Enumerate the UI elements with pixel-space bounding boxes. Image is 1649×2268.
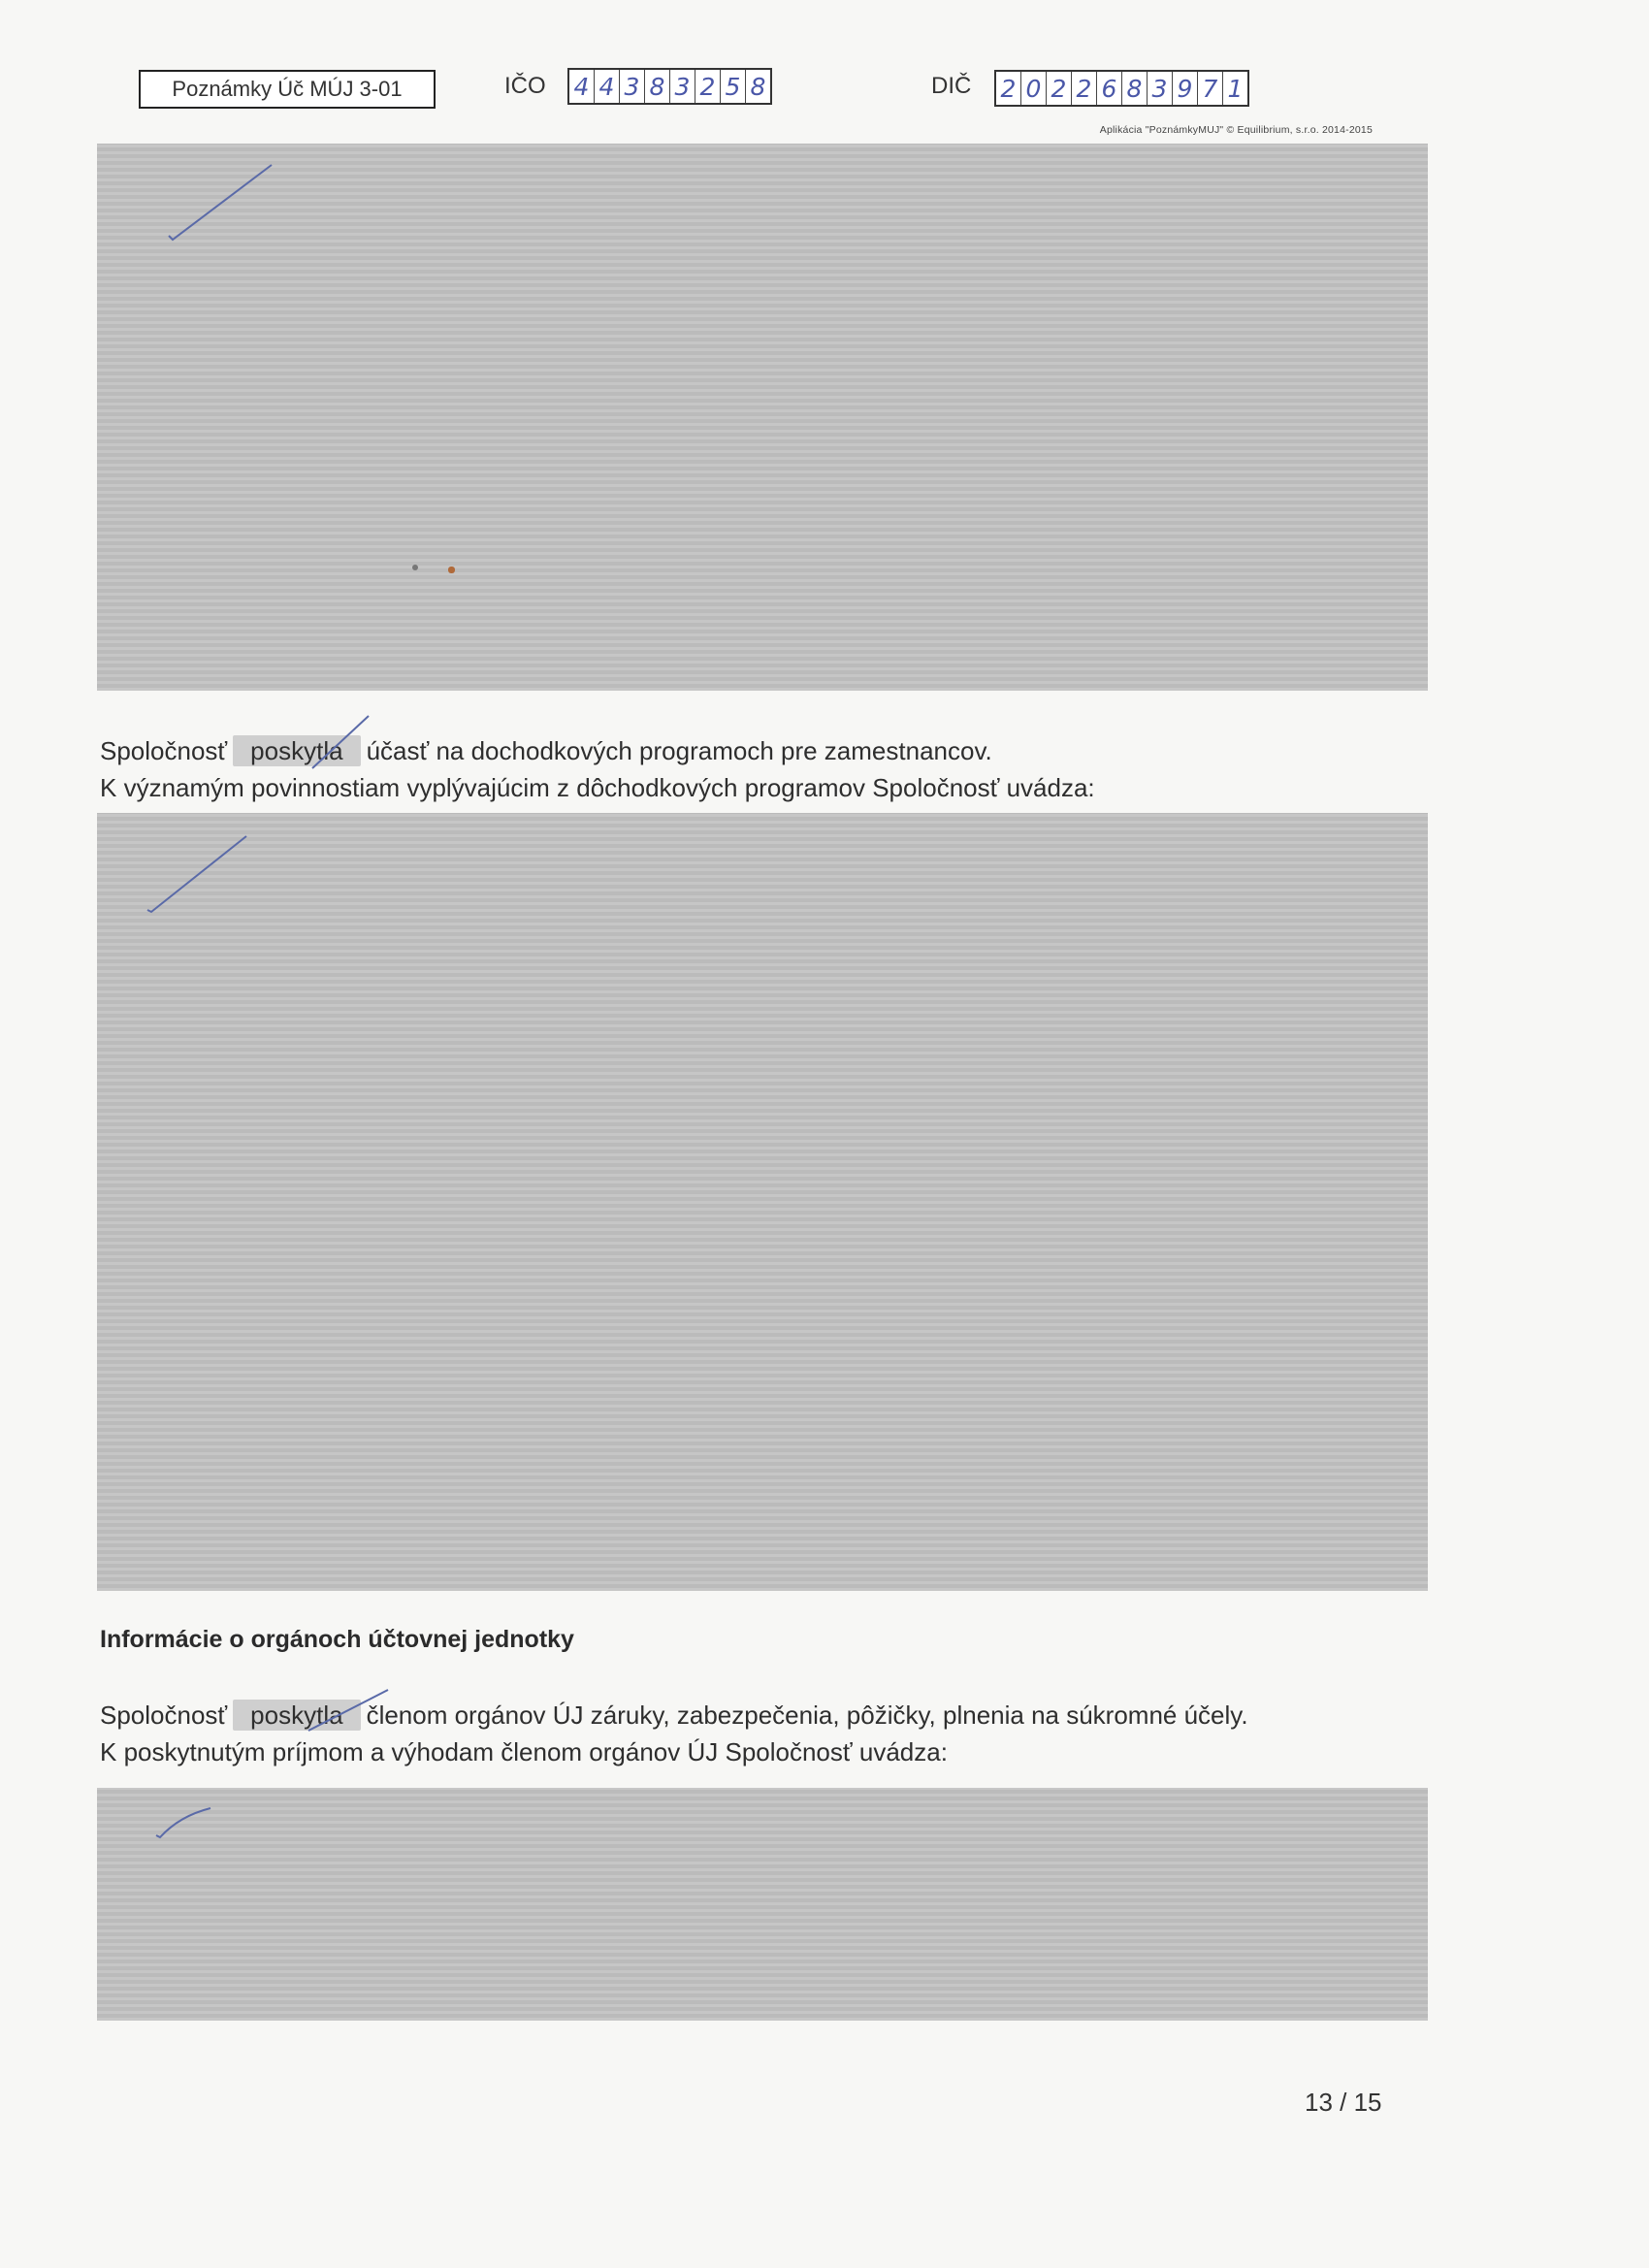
dic-digit-4[interactable]: 2 bbox=[1072, 72, 1097, 105]
pension-statement bbox=[100, 735, 992, 766]
dic-digit-6[interactable]: 8 bbox=[1122, 72, 1148, 105]
dic-digit-2[interactable]: 0 bbox=[1021, 72, 1047, 105]
section-heading-organs: Informácie o orgánoch účtovnej jednotky bbox=[100, 1626, 574, 1653]
ico-digit-7[interactable]: 5 bbox=[721, 70, 746, 103]
dic-label: DIČ bbox=[931, 73, 972, 99]
organs-suffix: členom orgánov ÚJ záruky, zabezpečenia, pôžičky, plnenia na súkromné účely. bbox=[366, 1701, 1248, 1730]
ico-digit-4[interactable]: 8 bbox=[645, 70, 670, 103]
ico-digit-1[interactable]: 4 bbox=[569, 70, 595, 103]
form-code-box bbox=[139, 70, 436, 109]
dic-digit-5[interactable]: 6 bbox=[1097, 72, 1122, 105]
pension-selection[interactable]: poskytla bbox=[233, 735, 360, 766]
page-number: 13 / 15 bbox=[1305, 2088, 1382, 2117]
dic-digit-8[interactable]: 9 bbox=[1173, 72, 1198, 105]
redacted-block-1 bbox=[97, 144, 1428, 691]
dic-digit-9[interactable]: 7 bbox=[1198, 72, 1223, 105]
speck-dark bbox=[412, 565, 418, 570]
ico-digit-3[interactable]: 3 bbox=[620, 70, 645, 103]
ico-digit-2[interactable]: 4 bbox=[595, 70, 620, 103]
ico-digit-5[interactable]: 3 bbox=[670, 70, 695, 103]
dic-digit-7[interactable]: 3 bbox=[1148, 72, 1173, 105]
dic-digit-1[interactable]: 2 bbox=[996, 72, 1021, 105]
pen-stroke-2 bbox=[144, 832, 260, 920]
pension-prefix: Spoločnosť bbox=[100, 736, 228, 765]
pension-obligations-line: K významým povinnostiam vyplývajúcim z dôchodkových programov Spoločnosť uvádza: bbox=[100, 773, 1095, 802]
organs-prefix: Spoločnosť bbox=[100, 1701, 228, 1730]
form-code-label: Poznámky Úč MÚJ 3-01 bbox=[172, 77, 403, 101]
speck-brown bbox=[448, 567, 455, 573]
dic-digit-3[interactable]: 2 bbox=[1047, 72, 1072, 105]
organs-statement bbox=[100, 1700, 1248, 1731]
pen-stroke-3 bbox=[150, 1802, 228, 1851]
pension-suffix: účasť na dochodkových programoch pre zamestnancov. bbox=[366, 736, 992, 765]
dic-digit-10[interactable]: 1 bbox=[1227, 74, 1244, 103]
pen-stroke-selection-2 bbox=[291, 1686, 398, 1734]
app-credit: Aplikácia "PoznámkyMUJ" © Equilibrium, s.r.o. 2014-2015 bbox=[1099, 124, 1373, 136]
redacted-block-3 bbox=[97, 1788, 1428, 2021]
organs-selection[interactable]: poskytla bbox=[233, 1700, 360, 1731]
ico-digit-6[interactable]: 2 bbox=[695, 70, 721, 103]
ico-digit-8[interactable]: 8 bbox=[750, 72, 766, 101]
pen-stroke-selection-1 bbox=[291, 712, 378, 770]
ico-digit-boxes[interactable] bbox=[567, 68, 772, 105]
pen-stroke-1 bbox=[165, 160, 281, 247]
redacted-block-2 bbox=[97, 813, 1428, 1591]
organs-benefits-line: K poskytnutým príjmom a výhodam členom orgánov ÚJ Spoločnosť uvádza: bbox=[100, 1737, 948, 1766]
ico-label: IČO bbox=[504, 73, 546, 99]
dic-digit-boxes[interactable] bbox=[994, 70, 1249, 107]
